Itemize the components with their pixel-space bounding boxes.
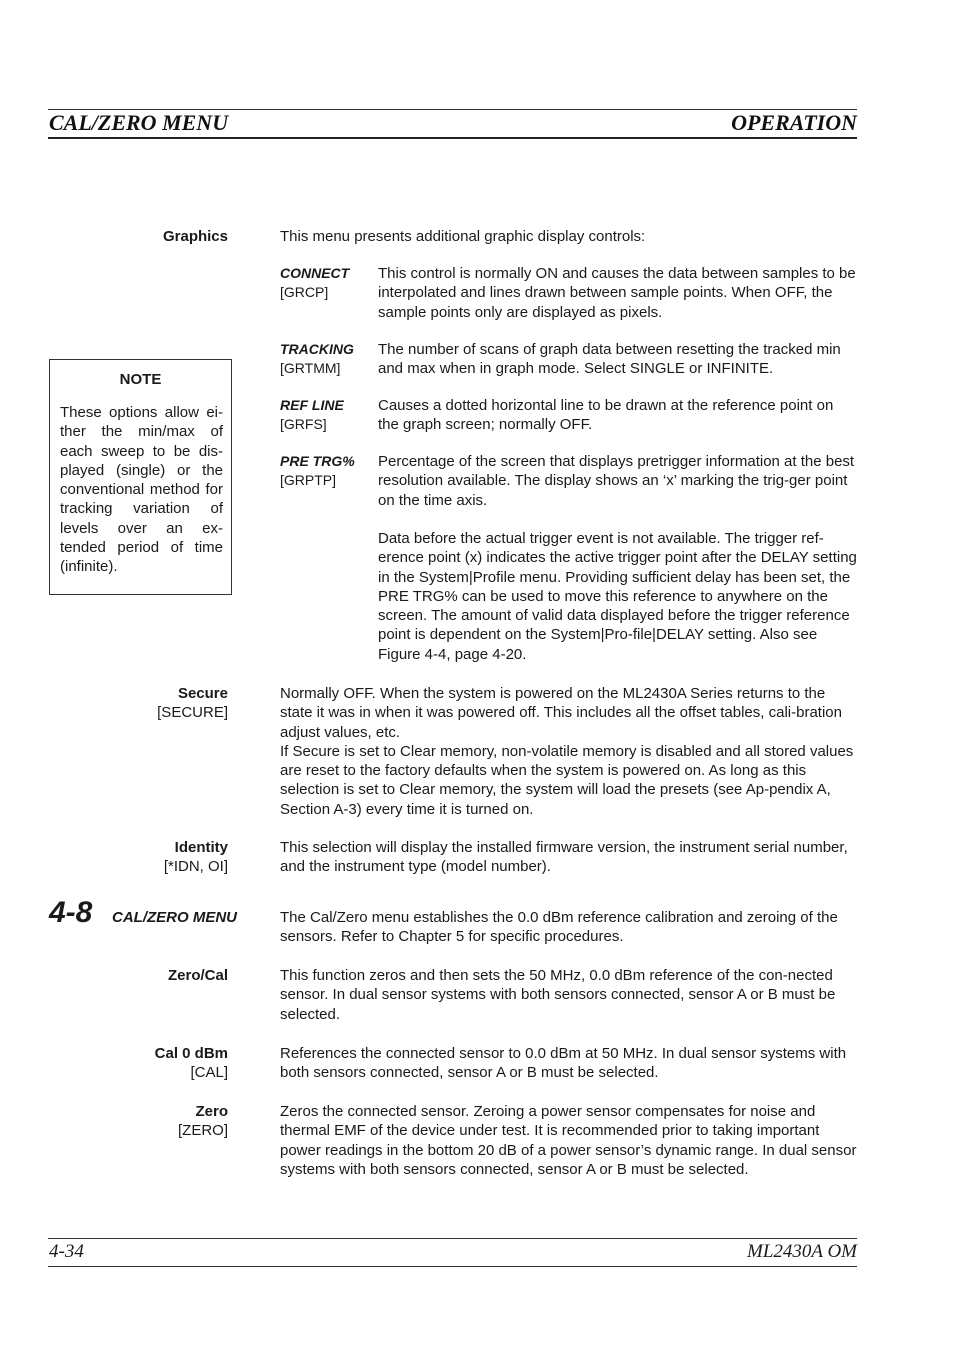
graphics-intro: This menu presents additional graphic display controls: — [280, 228, 646, 245]
secure-cmd: [SECURE] — [157, 704, 228, 722]
note-title: NOTE — [119, 371, 162, 388]
footer-rule-top — [48, 1238, 857, 1239]
connect-label — [280, 264, 375, 301]
pretrg-text: Percentage of the screen that displays pretrigger information at the best resolution available. The display shows an ‘x’ marking the trig-ger point on the time axis. — [378, 453, 855, 509]
graphics-label: Graphics — [162, 228, 228, 245]
zerocal-label: Zero/Cal — [167, 967, 228, 984]
cal0-label — [155, 1044, 228, 1083]
secure-text-2: If Secure is set to Clear memory, non-volatile memory is disabled and all stored values are reset to the factory defaults when the system is powered on. As long as this selection is set to Clear memory, the system will load the presets (see Ap-pendix A, Section A-3) every time it is turned on. — [280, 742, 854, 818]
zero-name: Zero — [195, 1103, 228, 1120]
refline-text: Causes a dotted horizontal line to be drawn at the reference point on the graph screen; normally OFF. — [378, 397, 834, 434]
note-text: These options allow ei-ther the min/max of each sweep to be dis-played (single) or the conventional method for tracking variation of levels over an ex-tended period of time (infinite). — [60, 404, 223, 576]
refline-cmd: [GRFS] — [280, 415, 327, 432]
zero-label — [178, 1102, 228, 1141]
tracking-text: The number of scans of graph data between resetting the tracked min and max when in graph mode. Select SINGLE or INFINITE. — [378, 341, 841, 378]
footer-rule-bottom — [48, 1266, 857, 1267]
zero-cmd: [ZERO] — [177, 1122, 228, 1140]
secure-text — [280, 684, 858, 819]
pretrg-text-2: Data before the actual trigger event is not available. The trigger ref-erence point (x) indicates the active trigger point after the DELAY setting in the System|Profile menu. Providing sufficient delay has been set, the PRE TRG% can be used to move this reference to anywhere on the screen. The amount of valid data displayed before the trigger reference point is dependent on the System|Pro-file|DELAY setting. Also see Figure 4-4, page 4-20. — [378, 530, 857, 663]
refline-label — [280, 396, 375, 433]
header-left-title: CAL/ZERO MENU — [49, 110, 229, 135]
secure-name: Secure — [177, 685, 228, 702]
cal0-name: Cal 0 dBm — [154, 1045, 228, 1062]
identity-text: This selection will display the installed firmware version, the instrument serial number, and the instrument type (model number). — [280, 839, 848, 876]
note-box — [49, 359, 232, 595]
pretrg-name: PRE TRG% — [280, 453, 355, 469]
tracking-label — [280, 340, 375, 377]
identity-cmd: [*IDN, OI] — [163, 858, 228, 876]
header-right-title: OPERATION — [731, 110, 857, 135]
refline-name: REF LINE — [280, 397, 344, 413]
section-number: 4-8 — [49, 896, 93, 929]
pretrg-label — [280, 452, 375, 489]
cal0-text: References the connected sensor to 0.0 dBm at 50 MHz. In dual sensor systems with both sensors connected, sensor A or B must be selected. — [280, 1045, 847, 1082]
cal0-cmd: [CAL] — [190, 1064, 228, 1082]
tracking-name: TRACKING — [280, 341, 354, 357]
identity-label — [164, 838, 228, 877]
header-rule-bottom — [48, 137, 857, 139]
document-id: ML2430A OM — [747, 1241, 857, 1262]
zerocal-text: This function zeros and then sets the 50 MHz, 0.0 dBm reference of the con-nected sensor. In dual sensor systems with both sensors connected, sensor A or B must be selected. — [280, 967, 836, 1023]
connect-cmd: [GRCP] — [280, 283, 329, 300]
connect-text: This control is normally ON and causes the data between samples to be interpolated and lines drawn between sample points. When OFF, the sample points only are displayed as pixels. — [378, 265, 856, 321]
secure-text-1: Normally OFF. When the system is powered on the ML2430A Series returns to the state it was in when it was powered off. This includes all the offset tables, cali-bration adjust values, etc. — [280, 685, 842, 741]
tracking-cmd: [GRTMM] — [280, 359, 341, 376]
page-number: 4-34 — [49, 1241, 84, 1262]
connect-name: CONNECT — [280, 265, 350, 281]
zero-text: Zeros the connected sensor. Zeroing a power sensor compensates for noise and thermal EMF of the device under test. It is recommended prior to taking important power readings in the bottom 20 dB of a power sensor’s dynamic range. In dual sensor systems with both sensors connected, sensor A or B must be selected. — [280, 1103, 857, 1178]
secure-label — [157, 684, 228, 723]
identity-name: Identity — [174, 839, 228, 856]
section-title: CAL/ZERO MENU — [112, 909, 237, 926]
section-text: The Cal/Zero menu establishes the 0.0 dBm reference calibration and zeroing of the sensors. Refer to Chapter 5 for specific procedures. — [280, 909, 838, 946]
pretrg-cmd: [GRPTP] — [280, 471, 337, 488]
